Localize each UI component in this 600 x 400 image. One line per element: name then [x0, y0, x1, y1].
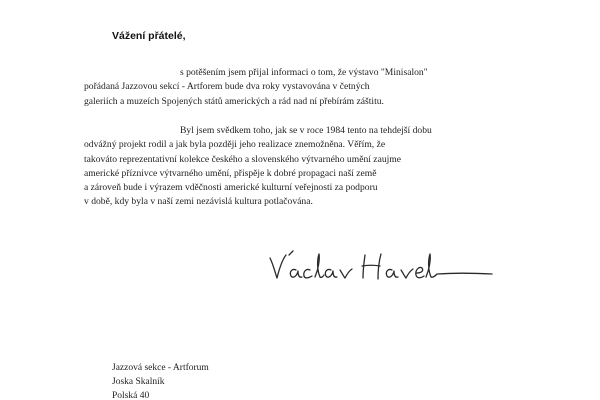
signature-drawing [262, 246, 498, 288]
address-line: Jazzová sekce - Artforum [112, 363, 209, 373]
paragraph-1 [84, 66, 470, 109]
salutation: Vážení přátelé, [112, 30, 186, 42]
paragraph-2 [84, 124, 470, 210]
paragraph-2-line: takováto reprezentativní kolekce českého a slovenského výtvarného umění zaujme [84, 153, 402, 165]
paragraph-1-line: galeriích a muzeích Spojených států amerických a rád nad ní přebírám záštitu. [84, 95, 384, 107]
address-line: Polská 40 [112, 391, 150, 400]
handwritten-signature [262, 246, 498, 288]
paragraph-2-line: a zároveň bude i výrazem vděčnosti americké kulturní veřejnosti za podporu [84, 182, 378, 194]
paragraph-2-line: americké příznivce výtvarného umění, přispěje k dobré propagaci naší země [84, 167, 377, 179]
paragraph-2-line: Byl jsem svědkem toho, jak se v roce 1984 tento na tehdejší dobu [180, 125, 432, 136]
sender-address [112, 361, 209, 400]
paragraph-2-line: odvážný projekt rodil a jak byla později jeho realizace znemožněna. Věřím, že [84, 139, 386, 151]
address-line: Joska Skalník [112, 377, 165, 388]
paragraph-1-line: pořádaná Jazzovou sekcí - Artforem bude dva roky vystavována v četných [84, 81, 370, 93]
paragraph-2-line: v době, kdy byla v naší zemi nezávislá kultura potlačována. [84, 196, 313, 208]
paragraph-1-line: s potěšením jsem přijal informaci o tom, že výstavo "Minisalon" [180, 67, 428, 78]
